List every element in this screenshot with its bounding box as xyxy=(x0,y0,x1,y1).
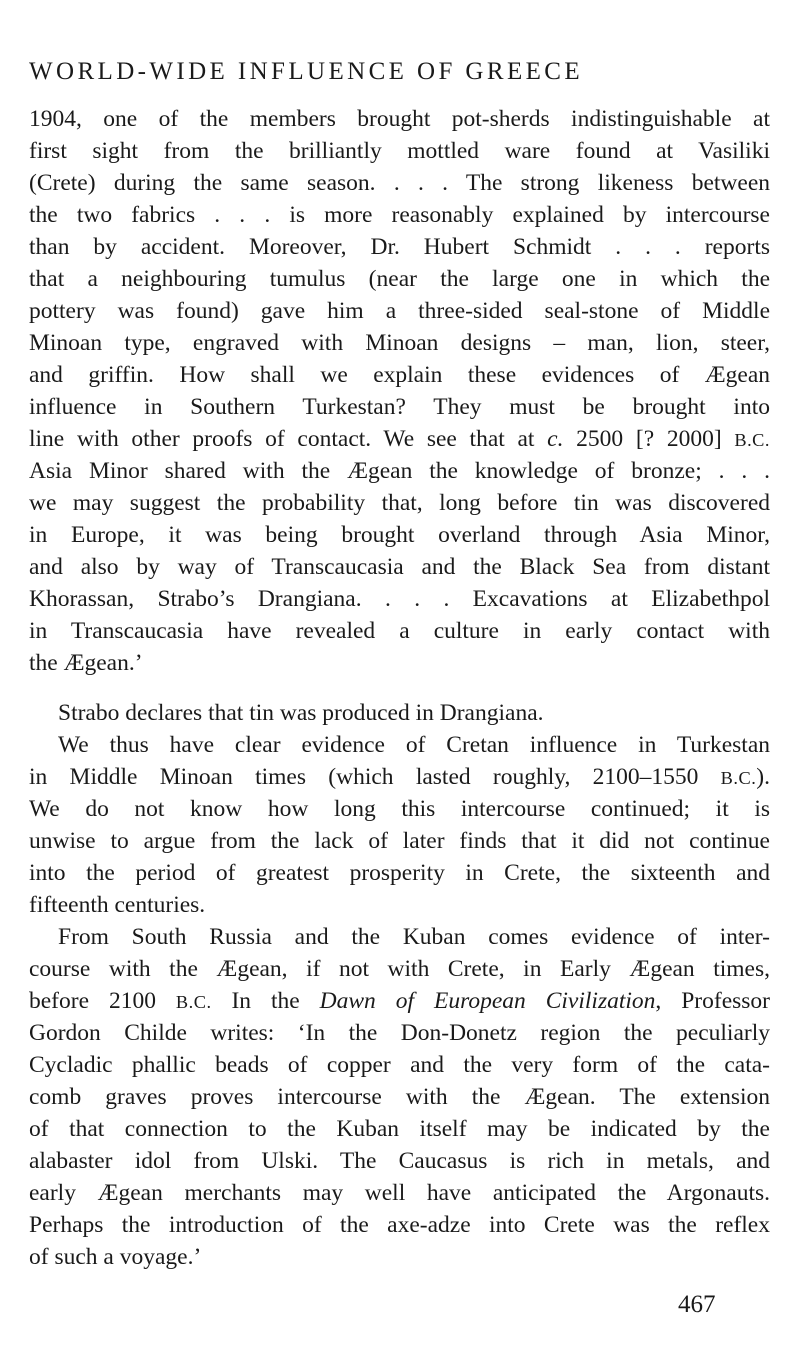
text-line: early Ægean merchants may well have anticipated the Argonauts. xyxy=(29,1180,770,1206)
text-line: Minoan type, engraved with Minoan designs – man, lion, steer, xyxy=(29,330,770,356)
text-line: the two fabrics . . . is more reasonably explained by intercourse xyxy=(29,202,770,228)
text-line: Gordon Childe writes: ‘In the Don-Donetz region the peculiarly xyxy=(29,1020,770,1046)
text-line: Strabo declares that tin was produced in Drangiana. xyxy=(58,700,544,726)
text-line: and also by way of Transcaucasia and the Black Sea from distant xyxy=(29,554,770,580)
text-line: Perhaps the introduction of the axe-adze into Crete was the reflex xyxy=(29,1212,770,1238)
text-line: Asia Minor shared with the Ægean the knowledge of bronze; . . . xyxy=(29,458,770,484)
text-line: in Europe, it was being brought overland through Asia Minor, xyxy=(29,522,770,548)
text-line: the Ægean.’ xyxy=(29,650,143,676)
text-line: in Middle Minoan times (which lasted roughly, 2100–1550 B.C.). xyxy=(29,764,770,790)
text-line: of such a voyage.’ xyxy=(29,1244,202,1270)
text-line: into the period of greatest prosperity in Crete, the sixteenth and xyxy=(29,860,770,886)
text-line: alabaster idol from Ulski. The Caucasus is rich in metals, and xyxy=(29,1148,770,1174)
page-number: 467 xyxy=(678,1291,716,1318)
text-line: before 2100 B.C. In the Dawn of European Civilization, Professor xyxy=(29,988,770,1014)
text-line: From South Russia and the Kuban comes evidence of inter- xyxy=(58,924,770,950)
text-line: comb graves proves intercourse with the Ægean. The extension xyxy=(29,1084,770,1110)
text-line: and griffin. How shall we explain these evidences of Ægean xyxy=(29,362,770,388)
text-line: first sight from the brilliantly mottled ware found at Vasiliki xyxy=(29,138,770,164)
text-line: unwise to argue from the lack of later finds that it did not continue xyxy=(29,828,770,854)
text-line: (Crete) during the same season. . . . The strong likeness between xyxy=(29,170,770,196)
text-line: 1904, one of the members brought pot-sherds indistinguishable at xyxy=(29,106,770,132)
text-line: line with other proofs of contact. We see that at c. 2500 [? 2000] B.C. xyxy=(29,426,770,452)
text-line: we may suggest the probability that, long before tin was discovered xyxy=(29,490,770,516)
text-line: of that connection to the Kuban itself may be indicated by the xyxy=(29,1116,770,1142)
text-line: We do not know how long this intercourse continued; it is xyxy=(29,796,770,822)
text-line: Khorassan, Strabo’s Drangiana. . . . Excavations at Elizabethpol xyxy=(29,586,770,612)
text-line: We thus have clear evidence of Cretan influence in Turkestan xyxy=(58,732,770,758)
text-line: pottery was found) gave him a three-sided seal-stone of Middle xyxy=(29,298,770,324)
text-line: than by accident. Moreover, Dr. Hubert Schmidt . . . reports xyxy=(29,234,770,260)
text-line: in Transcaucasia have revealed a culture in early contact with xyxy=(29,618,770,644)
text-line: fifteenth centuries. xyxy=(29,892,206,918)
text-line: Cycladic phallic beads of copper and the very form of the cata- xyxy=(29,1052,770,1078)
text-line: influence in Southern Turkestan? They must be brought into xyxy=(29,394,770,420)
text-line: that a neighbouring tumulus (near the large one in which the xyxy=(29,266,770,292)
text-line: course with the Ægean, if not with Crete, in Early Ægean times, xyxy=(29,956,770,982)
running-title: WORLD-WIDE INFLUENCE OF GREECE xyxy=(29,58,584,85)
